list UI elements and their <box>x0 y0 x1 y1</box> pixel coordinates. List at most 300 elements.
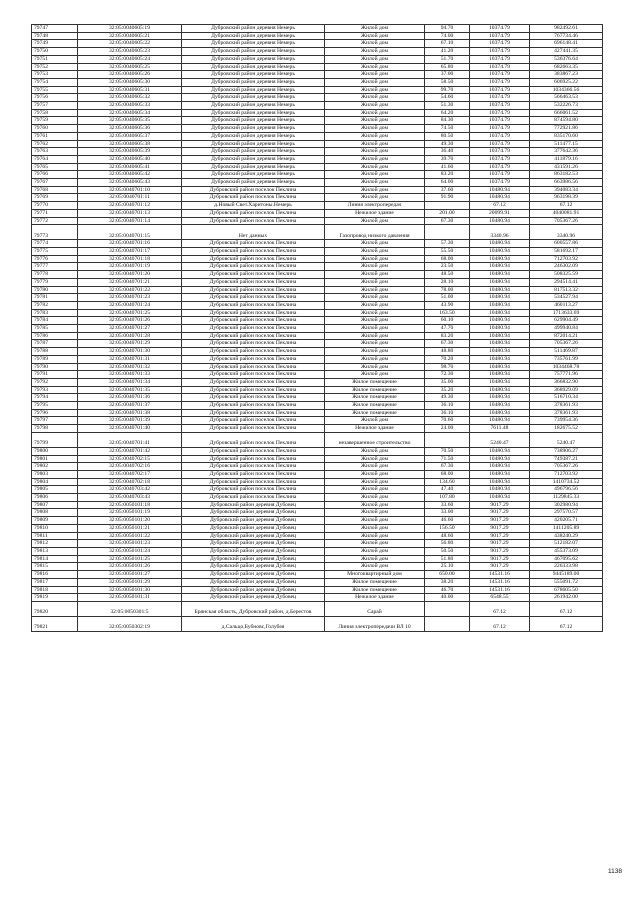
address-cell: Дубровский район деревня Немерь <box>182 63 325 71</box>
cadastral-value-cell: 383867.23 <box>530 71 603 79</box>
cadastral-number-cell: 32:05:0040701:42 <box>78 447 182 455</box>
cadastral-number-cell: 32:05:0040701:34 <box>78 378 182 386</box>
row-number-cell: 79819 <box>32 594 78 602</box>
area-cell: 28.10 <box>425 278 470 286</box>
address-cell: Дубровский район поселок Пеклина <box>182 332 325 340</box>
row-number-cell: 79767 <box>32 179 78 187</box>
row-number-cell: 79792 <box>32 378 78 386</box>
object-type-cell: Жилой дом <box>325 325 425 333</box>
address-cell: Дубровский район деревня Дубовец <box>182 524 325 532</box>
table-row <box>32 71 603 79</box>
area-cell: 58.50 <box>425 78 470 86</box>
cadastral-value-cell: 378361.93 <box>530 409 603 417</box>
cadastral-number-cell: 32:05:0040701:37 <box>78 402 182 410</box>
table-row <box>32 148 603 156</box>
object-type-cell: Жилой дом <box>325 478 425 486</box>
cadastral-number-cell: 32:05:0050101:30 <box>78 586 182 594</box>
table-row <box>32 40 603 48</box>
area-cell: 47.40 <box>425 486 470 494</box>
rate-cell: 10480.94 <box>470 255 530 263</box>
object-type-cell: Жилой дом <box>325 363 425 371</box>
rate-cell: 10374.79 <box>470 179 530 187</box>
cadastral-number-cell: 32:05:0040605:26 <box>78 71 182 79</box>
rate-cell: 10480.94 <box>470 194 530 202</box>
object-type-cell: Газопровод низкого давления <box>325 225 425 240</box>
row-number-cell: 79800 <box>32 447 78 455</box>
rate-cell: 10480.94 <box>470 378 530 386</box>
cadastral-value-cell: 872014.21 <box>530 332 603 340</box>
cadastral-value-cell: 696148.41 <box>530 40 603 48</box>
area-cell: 60.10 <box>425 317 470 325</box>
row-number-cell: 79794 <box>32 394 78 402</box>
area-cell: 83.20 <box>425 332 470 340</box>
cadastral-number-cell: 32:05:0040701:14 <box>78 217 182 225</box>
area-cell: 51.80 <box>425 555 470 563</box>
object-type-cell: Жилой дом <box>325 340 425 348</box>
address-cell: д.Сальцо,Бубновс,Голубея <box>182 616 325 631</box>
rate-cell: 10374.79 <box>470 32 530 40</box>
table-row <box>32 255 603 263</box>
area-cell: 36.40 <box>425 148 470 156</box>
rate-cell: 10374.79 <box>470 171 530 179</box>
object-type-cell: Жилой дом <box>325 148 425 156</box>
cadastral-value-cell: 863182.53 <box>530 171 603 179</box>
cadastral-number-cell: 32:05:0050101:21 <box>78 524 182 532</box>
row-number-cell: 79751 <box>32 55 78 63</box>
cadastral-value-cell: 420205.71 <box>530 517 603 525</box>
cadastral-value-cell: 749387.21 <box>530 455 603 463</box>
object-type-cell: незавершенное строительство <box>325 432 425 447</box>
address-cell: Дубровский район деревня Немерь <box>182 86 325 94</box>
area-cell: 107.80 <box>425 494 470 502</box>
row-number-cell: 79748 <box>32 32 78 40</box>
area-cell: 71.50 <box>425 455 470 463</box>
object-type-cell: Жилое помещение <box>325 578 425 586</box>
table-row <box>32 317 603 325</box>
rate-cell: 10374.79 <box>470 148 530 156</box>
rate-cell: 10374.79 <box>470 94 530 102</box>
cadastral-number-cell: 32:05:0050101:29 <box>78 578 182 586</box>
area-cell: 84.30 <box>425 117 470 125</box>
cadastral-value-cell: 438240.29 <box>530 532 603 540</box>
area-cell: 25.10 <box>425 563 470 571</box>
cadastral-value-cell: 67.12 <box>530 202 603 210</box>
object-type-cell: Жилой дом <box>325 163 425 171</box>
row-number-cell: 79814 <box>32 555 78 563</box>
address-cell: Дубровский район деревня Дубовец <box>182 563 325 571</box>
area-cell <box>425 202 470 210</box>
row-number-cell: 79752 <box>32 63 78 71</box>
address-cell: Дубровский район деревня Дубовец <box>182 555 325 563</box>
table-row <box>32 601 603 616</box>
object-type-cell: Линия электропередачи ВЛ 10 <box>325 616 425 631</box>
address-cell: Дубровский район деревня Немерь <box>182 109 325 117</box>
address-cell: Дубровский район поселок Пеклина <box>182 494 325 502</box>
area-cell: 94.70 <box>425 25 470 33</box>
rate-cell: 10480.94 <box>470 363 530 371</box>
object-type-cell: Жилой дом <box>325 470 425 478</box>
address-cell: Дубровский район деревня Немерь <box>182 25 325 33</box>
area-cell: 70.20 <box>425 355 470 363</box>
cadastral-value-cell: 817513.32 <box>530 286 603 294</box>
object-type-cell: Жилой дом <box>325 555 425 563</box>
area-cell: 50.50 <box>425 548 470 556</box>
address-cell: Дубровский район поселок Пеклина <box>182 194 325 202</box>
object-type-cell: Жилой дом <box>325 240 425 248</box>
address-cell: Дубровский район деревня Немерь <box>182 94 325 102</box>
cadastral-number-cell: 32:05:0050101:18 <box>78 501 182 509</box>
cadastral-value-cell: 705367.26 <box>530 340 603 348</box>
row-number-cell: 79780 <box>32 286 78 294</box>
cadastral-value-cell: 511469.87 <box>530 348 603 356</box>
row-number-cell: 79776 <box>32 255 78 263</box>
address-cell: Дубровский район поселок Пеклина <box>182 278 325 286</box>
address-cell: Дубровский район деревня Дубовец <box>182 586 325 594</box>
table-row <box>32 225 603 240</box>
rate-cell: 10480.94 <box>470 247 530 255</box>
row-number-cell: 79759 <box>32 117 78 125</box>
table-row <box>32 509 603 517</box>
area-cell: 650.00 <box>425 571 470 579</box>
row-number-cell: 79761 <box>32 132 78 140</box>
area-cell: 163.50 <box>425 309 470 317</box>
object-type-cell: Жилой дом <box>325 194 425 202</box>
table-row <box>32 247 603 255</box>
row-number-cell: 79789 <box>32 355 78 363</box>
area-cell: 70.50 <box>425 447 470 455</box>
table-row <box>32 86 603 94</box>
object-type-cell: Жилой дом <box>325 309 425 317</box>
address-cell: Дубровский район поселок Пеклина <box>182 317 325 325</box>
table-row <box>32 55 603 63</box>
area-cell: 48.50 <box>425 271 470 279</box>
cadastral-value-cell: 377642.36 <box>530 148 603 156</box>
cadastral-value-cell: 1034366.56 <box>530 86 603 94</box>
area-cell: 67.30 <box>425 340 470 348</box>
row-number-cell: 79804 <box>32 478 78 486</box>
cadastral-value-cell: 3340.96 <box>530 225 603 240</box>
rate-cell: 10480.94 <box>470 348 530 356</box>
row-number-cell: 79775 <box>32 247 78 255</box>
cadastral-value-cell: 705367.26 <box>530 217 603 225</box>
address-cell: Дубровский район деревня Дубовец <box>182 571 325 579</box>
address-cell: Дубровский район поселок Пеклина <box>182 209 325 217</box>
area-cell: 49.30 <box>425 394 470 402</box>
area-cell <box>425 601 470 616</box>
table-row <box>32 355 603 363</box>
table-row <box>32 494 603 502</box>
row-number-cell: 79774 <box>32 240 78 248</box>
table-row <box>32 402 603 410</box>
rate-cell: 7611.48 <box>470 425 530 433</box>
object-type-cell: Жилой дом <box>325 155 425 163</box>
cadastral-value-cell: 182675.52 <box>530 425 603 433</box>
cadastral-value-cell: 246302.09 <box>530 263 603 271</box>
table-row <box>32 524 603 532</box>
cadastral-number-cell: 32:05:0040701:33 <box>78 371 182 379</box>
rate-cell: 10480.94 <box>470 186 530 194</box>
rate-cell: 10480.94 <box>470 417 530 425</box>
cadastral-number-cell: 32:05:0040701:21 <box>78 278 182 286</box>
table-row <box>32 217 603 225</box>
rate-cell: 67.12 <box>470 202 530 210</box>
table-row <box>32 386 603 394</box>
object-type-cell: Жилое помещение <box>325 394 425 402</box>
area-cell: 38.20 <box>425 578 470 586</box>
table-row <box>32 155 603 163</box>
address-cell: Дубровский район деревня Немерь <box>182 179 325 187</box>
object-type-cell: Жилой дом <box>325 563 425 571</box>
address-cell: Дубровский район деревня Немерь <box>182 148 325 156</box>
cadastral-number-cell: 32:05:0040605:35 <box>78 117 182 125</box>
area-cell: 55.50 <box>425 247 470 255</box>
row-number-cell: 79762 <box>32 140 78 148</box>
row-number-cell: 79816 <box>32 571 78 579</box>
address-cell: Дубровский район деревня Дубовец <box>182 532 325 540</box>
object-type-cell: Жилой дом <box>325 55 425 63</box>
area-cell: 56.80 <box>425 540 470 548</box>
rate-cell: 14531.16 <box>470 586 530 594</box>
address-cell: Дубровский район поселок Пеклина <box>182 371 325 379</box>
rate-cell: 10374.79 <box>470 163 530 171</box>
cadastral-number-cell: 32:05:0040701:41 <box>78 432 182 447</box>
address-cell: Дубровский район поселок Пеклина <box>182 325 325 333</box>
area-cell: 68.00 <box>425 255 470 263</box>
rate-cell: 10480.94 <box>470 240 530 248</box>
rate-cell: 10480.94 <box>470 402 530 410</box>
area-cell: 39.70 <box>425 155 470 163</box>
cadastral-value-cell: 739954.36 <box>530 417 603 425</box>
table-row <box>32 186 603 194</box>
area-cell: 72.30 <box>425 371 470 379</box>
object-type-cell: Многоквартирный дом <box>325 571 425 579</box>
table-row <box>32 332 603 340</box>
rate-cell: 67.12 <box>470 601 530 616</box>
address-cell: Дубровский район деревня Немерь <box>182 48 325 56</box>
object-type-cell: Жилой дом <box>325 348 425 356</box>
object-type-cell: Жилой дом <box>325 40 425 48</box>
address-cell: Дубровский район деревня Немерь <box>182 132 325 140</box>
object-type-cell: Жилой дом <box>325 332 425 340</box>
rate-cell: 20099.91 <box>470 209 530 217</box>
address-cell: Дубровский район поселок Пеклина <box>182 186 325 194</box>
table-row <box>32 63 603 71</box>
table-row <box>32 586 603 594</box>
rate-cell: 10480.94 <box>470 409 530 417</box>
address-cell: Дубровский район деревня Немерь <box>182 40 325 48</box>
table-row <box>32 132 603 140</box>
object-type-cell: Жилой дом <box>325 25 425 33</box>
row-number-cell: 79810 <box>32 524 78 532</box>
object-type-cell: Жилой дом <box>325 263 425 271</box>
object-type-cell: Жилой дом <box>325 179 425 187</box>
cadastral-value-cell: 5240.47 <box>530 432 603 447</box>
address-cell: Дубровский район поселок Пеклина <box>182 455 325 463</box>
cadastral-number-cell: 32:05:0040701:31 <box>78 355 182 363</box>
cadastral-value-cell: 705367.26 <box>530 463 603 471</box>
object-type-cell: Жилой дом <box>325 78 425 86</box>
row-number-cell: 79818 <box>32 586 78 594</box>
row-number-cell: 79805 <box>32 486 78 494</box>
rate-cell: 14531.16 <box>470 571 530 579</box>
cadastral-value-cell: 302980.94 <box>530 501 603 509</box>
cadastral-value-cell: 67.12 <box>530 616 603 631</box>
row-number-cell: 79803 <box>32 470 78 478</box>
rate-cell: 10374.79 <box>470 155 530 163</box>
cadastral-number-cell: 32:05:0050101:20 <box>78 517 182 525</box>
address-cell: Дубровский район поселок Пеклина <box>182 432 325 447</box>
address-cell: Дубровский район поселок Пеклина <box>182 340 325 348</box>
cadastral-number-cell: 32:05:0040701:35 <box>78 386 182 394</box>
rate-cell: 9017.29 <box>470 532 530 540</box>
address-cell: Дубровский район поселок Пеклина <box>182 386 325 394</box>
table-row <box>32 263 603 271</box>
object-type-cell: Жилое помещение <box>325 386 425 394</box>
object-type-cell: Жилое помещение <box>325 402 425 410</box>
address-cell: Дубровский район поселок Пеклина <box>182 486 325 494</box>
row-number-cell: 79817 <box>32 578 78 586</box>
cadastral-number-cell: 32:05:0040605:34 <box>78 109 182 117</box>
cadastral-value-cell: 427441.35 <box>530 48 603 56</box>
cadastral-value-cell: 682663.35 <box>530 63 603 71</box>
rate-cell: 9017.29 <box>470 501 530 509</box>
cadastral-value-cell: 600557.86 <box>530 240 603 248</box>
table-row <box>32 271 603 279</box>
row-number-cell: 79821 <box>32 616 78 631</box>
table-row <box>32 348 603 356</box>
cadastral-number-cell: 32:05:0040701:40 <box>78 425 182 433</box>
address-cell: Дубровский район деревня Дубовец <box>182 501 325 509</box>
table-row <box>32 301 603 309</box>
rate-cell: 14531.16 <box>470 578 530 586</box>
row-number-cell: 79770 <box>32 202 78 210</box>
cadastral-number-cell: 32:05:0040701:15 <box>78 225 182 240</box>
cadastral-value-cell: 712703.92 <box>530 255 603 263</box>
rate-cell: 6548.55 <box>470 594 530 602</box>
rate-cell: 10374.79 <box>470 78 530 86</box>
rate-cell: 9017.29 <box>470 524 530 532</box>
object-type-cell: Жилой дом <box>325 186 425 194</box>
rate-cell: 10374.79 <box>470 71 530 79</box>
row-number-cell: 79771 <box>32 209 78 217</box>
address-cell: Дубровский район деревня Немерь <box>182 117 325 125</box>
table-row <box>32 94 603 102</box>
cadastral-number-cell: 32:05:0040605:22 <box>78 40 182 48</box>
row-number-cell: 79799 <box>32 432 78 447</box>
row-number-cell: 79793 <box>32 386 78 394</box>
table-row <box>32 486 603 494</box>
table-row <box>32 578 603 586</box>
table-row <box>32 363 603 371</box>
rate-cell: 10374.79 <box>470 125 530 133</box>
area-cell: 36.10 <box>425 402 470 410</box>
cadastral-value-cell: 460113.27 <box>530 301 603 309</box>
table-row <box>32 455 603 463</box>
cadastral-number-cell: 32:05:0040701:32 <box>78 363 182 371</box>
cadastral-number-cell: 32:05:0050101:22 <box>78 532 182 540</box>
area-cell: 48.60 <box>425 532 470 540</box>
object-type-cell: Жилое помещение <box>325 586 425 594</box>
address-cell: Дубровский район поселок Пеклина <box>182 286 325 294</box>
cadastral-number-cell: 32:05:0040605:21 <box>78 32 182 40</box>
cadastral-number-cell: 32:05:0040605:25 <box>78 63 182 71</box>
rate-cell: 9017.29 <box>470 509 530 517</box>
table-row <box>32 371 603 379</box>
table-row <box>32 125 603 133</box>
cadastral-value-cell: 4040081.91 <box>530 209 603 217</box>
rate-cell: 9017.29 <box>470 563 530 571</box>
address-cell: Дубровский район деревня Дубовец <box>182 594 325 602</box>
cadastral-value-cell: 1713633.69 <box>530 309 603 317</box>
cadastral-value-cell: 629904.49 <box>530 317 603 325</box>
address-cell: Дубровский район поселок Пеклина <box>182 355 325 363</box>
cadastral-value-cell: 1410734.52 <box>530 478 603 486</box>
object-type-cell: Жилой дом <box>325 217 425 225</box>
address-cell: Дубровский район поселок Пеклина <box>182 463 325 471</box>
row-number-cell: 79802 <box>32 463 78 471</box>
cadastral-number-cell: 32:05:0040701:16 <box>78 240 182 248</box>
object-type-cell: Жилой дом <box>325 71 425 79</box>
table-row <box>32 202 603 210</box>
address-cell: Дубровский район поселок Пеклина <box>182 478 325 486</box>
area-cell: 83.20 <box>425 171 470 179</box>
address-cell: Дубровский район деревня Немерь <box>182 155 325 163</box>
area-cell: 67.30 <box>425 217 470 225</box>
property-registry-table <box>31 24 603 632</box>
cadastral-number-cell: 32:05:0040701:12 <box>78 202 182 210</box>
object-type-cell: Жилой дом <box>325 517 425 525</box>
object-type-cell: Жилой дом <box>325 171 425 179</box>
cadastral-number-cell: 32:05:0040605:36 <box>78 125 182 133</box>
area-cell: 65.80 <box>425 63 470 71</box>
rate-cell: 10374.79 <box>470 102 530 110</box>
object-type-cell: Жилой дом <box>325 532 425 540</box>
area-cell: 67.10 <box>425 40 470 48</box>
cadastral-value-cell: 536376.64 <box>530 55 603 63</box>
cadastral-value-cell: 1034468.78 <box>530 363 603 371</box>
area-cell: 67.30 <box>425 463 470 471</box>
address-cell: Дубровский район деревня Дубовец <box>182 548 325 556</box>
row-number-cell: 79769 <box>32 194 78 202</box>
cadastral-number-cell: 32:05:0040701:30 <box>78 348 182 356</box>
cadastral-value-cell: 982492.61 <box>530 25 603 33</box>
row-number-cell: 79764 <box>32 155 78 163</box>
object-type-cell: Жилое помещение <box>325 409 425 417</box>
address-cell: Дубровский район поселок Пеклина <box>182 348 325 356</box>
rate-cell: 10480.94 <box>470 271 530 279</box>
area-cell <box>425 432 470 447</box>
rate-cell: 10480.94 <box>470 463 530 471</box>
cadastral-value-cell: 738906.27 <box>530 447 603 455</box>
rate-cell: 67.12 <box>470 616 530 631</box>
object-type-cell: Жилое помещение <box>325 378 425 386</box>
address-cell: Дубровский район деревня Немерь <box>182 171 325 179</box>
rate-cell: 10480.94 <box>470 309 530 317</box>
rate-cell: 10480.94 <box>470 217 530 225</box>
table-row <box>32 478 603 486</box>
cadastral-value-cell: 394083.34 <box>530 186 603 194</box>
table-row <box>32 548 603 556</box>
object-type-cell: Жилой дом <box>325 109 425 117</box>
row-number-cell: 79795 <box>32 402 78 410</box>
table-row <box>32 394 603 402</box>
table-row <box>32 286 603 294</box>
address-cell: Дубровский район поселок Пеклина <box>182 309 325 317</box>
rate-cell: 10480.94 <box>470 386 530 394</box>
address-cell: Дубровский район деревня Дубовец <box>182 578 325 586</box>
object-type-cell: Жилой дом <box>325 32 425 40</box>
row-number-cell: 79812 <box>32 540 78 548</box>
